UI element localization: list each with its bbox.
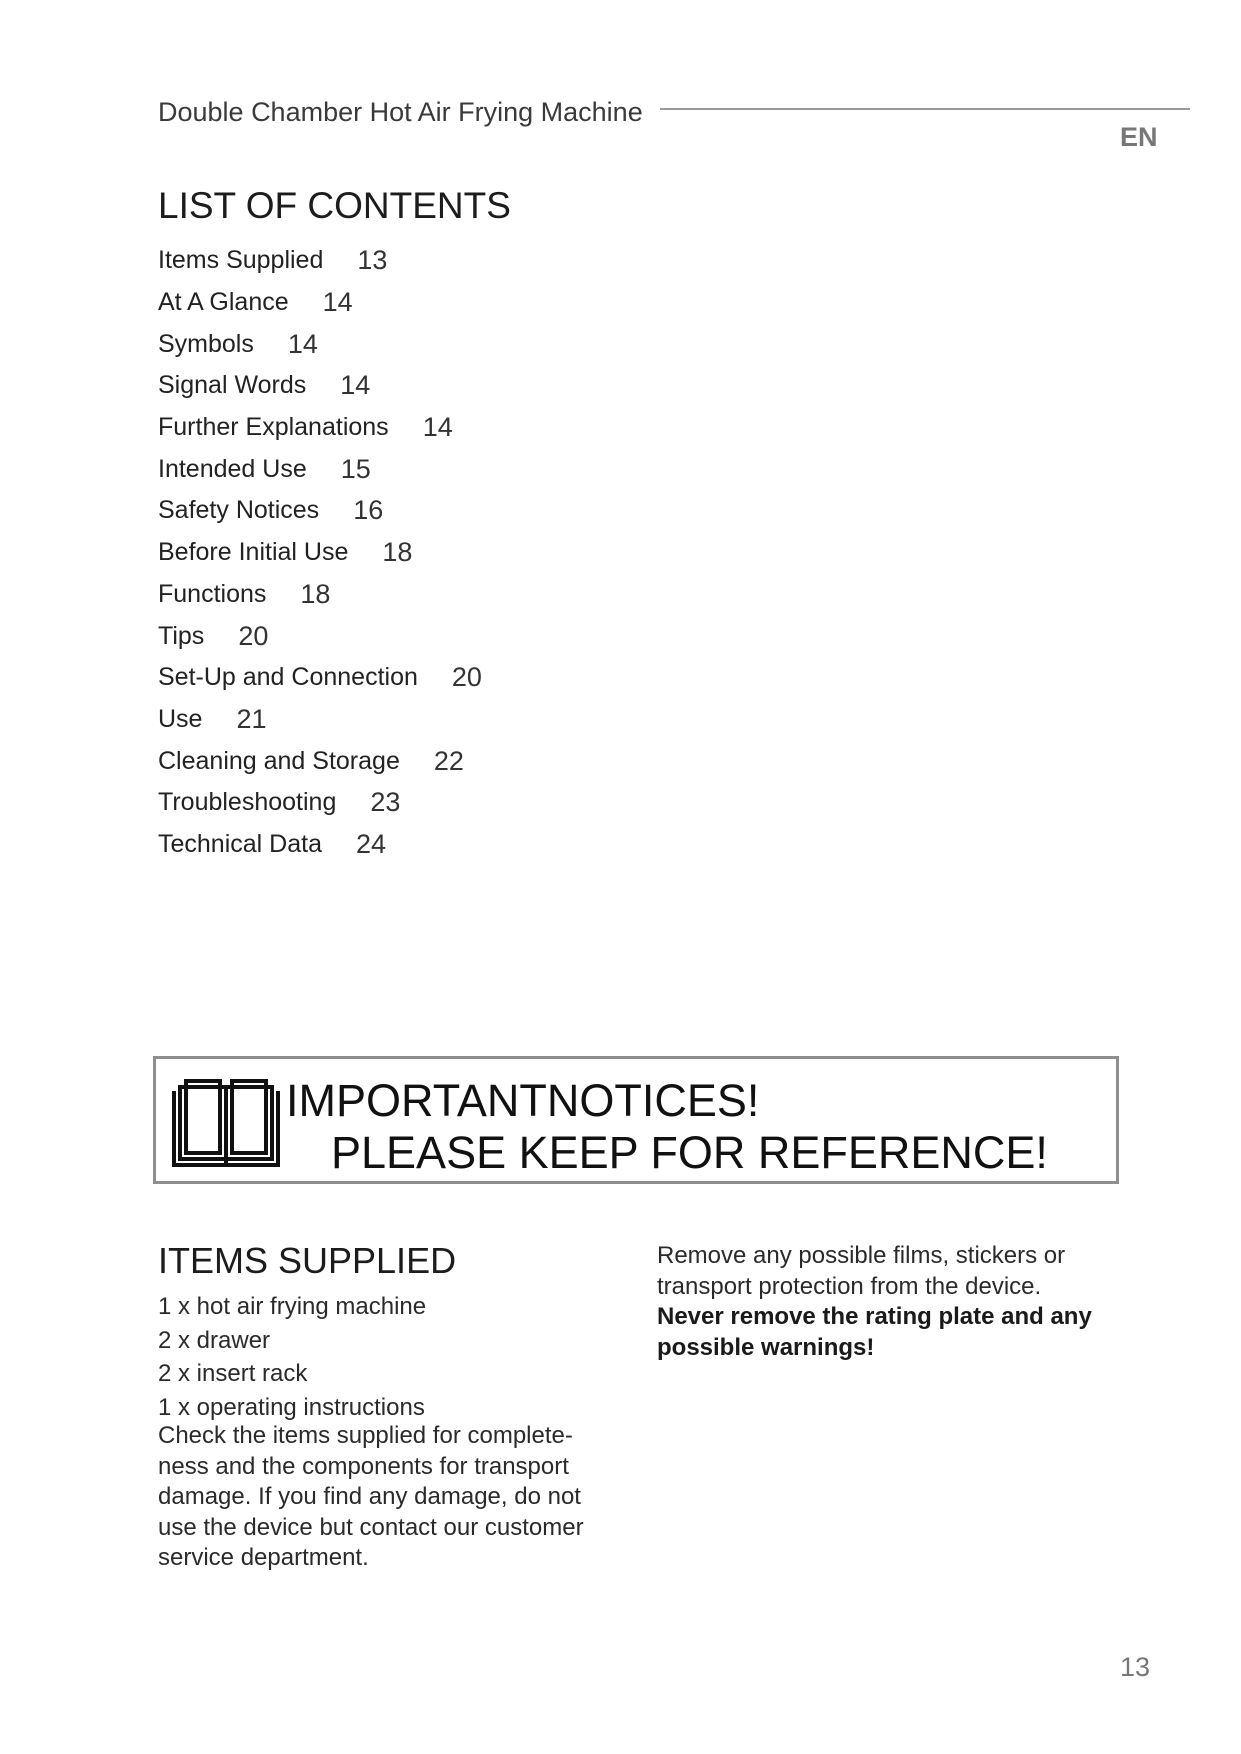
toc-item [158, 282, 482, 324]
toc-item [158, 323, 482, 365]
toc-item-label: Symbols [158, 329, 254, 358]
items-supplied-heading: ITEMS SUPPLIED [158, 1240, 457, 1281]
document-title: Double Chamber Hot Air Frying Machine [158, 97, 643, 127]
important-notice-box [153, 1056, 1119, 1184]
toc-item [158, 824, 482, 866]
toc-item-page: 23 [370, 787, 401, 818]
toc-item [158, 574, 482, 616]
toc-item-label: Safety Notices [158, 496, 320, 525]
toc-item-label: Set-Up and Connection [158, 663, 418, 692]
toc-item-label: Signal Words [158, 371, 307, 400]
toc-item-page: 13 [357, 245, 388, 276]
toc-item-page: 15 [340, 453, 371, 484]
toc-item-page: 24 [355, 828, 387, 859]
toc-item-label: Tips [158, 621, 205, 650]
toc-item-label: Technical Data [158, 829, 322, 858]
toc-item-label: At A Glance [158, 288, 289, 317]
toc-item-label: Functions [158, 579, 267, 608]
book-icon [170, 1077, 282, 1169]
toc-item-page: 18 [300, 578, 331, 609]
toc-item-page: 14 [322, 287, 353, 318]
toc-item-label: Items Supplied [158, 246, 324, 275]
toc-item [158, 407, 482, 449]
items-check-paragraph: Check the items supplied for complete-ness and the components for transport damage. If you find any damage, do not use the device but contact our customer service department. [158, 1422, 584, 1571]
list-item: 1 x hot air frying machine [158, 1293, 427, 1320]
toc-item-page: 22 [433, 745, 464, 776]
toc-item [158, 782, 482, 824]
toc-item-label: Troubleshooting [158, 788, 337, 817]
toc-item-label: Intended Use [158, 454, 307, 483]
toc-item [158, 448, 482, 490]
toc-item-page: 20 [451, 662, 482, 693]
toc-item-page: 16 [353, 495, 384, 526]
rating-plate-warning: Never remove the rating plate and any possible warnings! [657, 1303, 1092, 1361]
toc-item [158, 657, 482, 699]
toc-item [158, 532, 482, 574]
notice-title: IMPORTANTNOTICES! [286, 1075, 760, 1126]
page-number: 13 [1120, 1652, 1151, 1682]
toc-item-page: 14 [340, 370, 371, 401]
toc-item-label: Cleaning and Storage [158, 746, 400, 775]
toc-item [158, 240, 482, 282]
toc-item [158, 699, 482, 741]
toc-item-label: Use [158, 704, 203, 733]
toc-item-label: Before Initial Use [158, 538, 349, 567]
toc-item-label: Further Explanations [158, 413, 389, 442]
toc-heading: LIST OF CONTENTS [158, 185, 511, 226]
remove-films-paragraph: Remove any possible films, stickers or transport protection from the device. [657, 1242, 1066, 1300]
header-divider [660, 108, 1190, 110]
toc-item-page: 14 [287, 328, 318, 359]
notice-subtitle: PLEASE KEEP FOR REFERENCE! [331, 1127, 1048, 1178]
list-item: 2 x drawer [158, 1326, 271, 1354]
toc-list [158, 240, 482, 865]
language-badge: EN [1120, 122, 1158, 152]
list-item: 1 x operating instructions [158, 1393, 425, 1421]
toc-item-page: 21 [236, 703, 267, 734]
toc-item-page: 20 [238, 620, 269, 651]
list-item: 2 x insert rack [158, 1360, 308, 1387]
items-supplied-list [158, 1290, 426, 1424]
toc-item [158, 740, 482, 782]
toc-item [158, 490, 482, 532]
toc-item [158, 615, 482, 657]
toc-item [158, 365, 482, 407]
toc-item-page: 18 [382, 537, 413, 568]
toc-item-page: 14 [422, 412, 453, 443]
